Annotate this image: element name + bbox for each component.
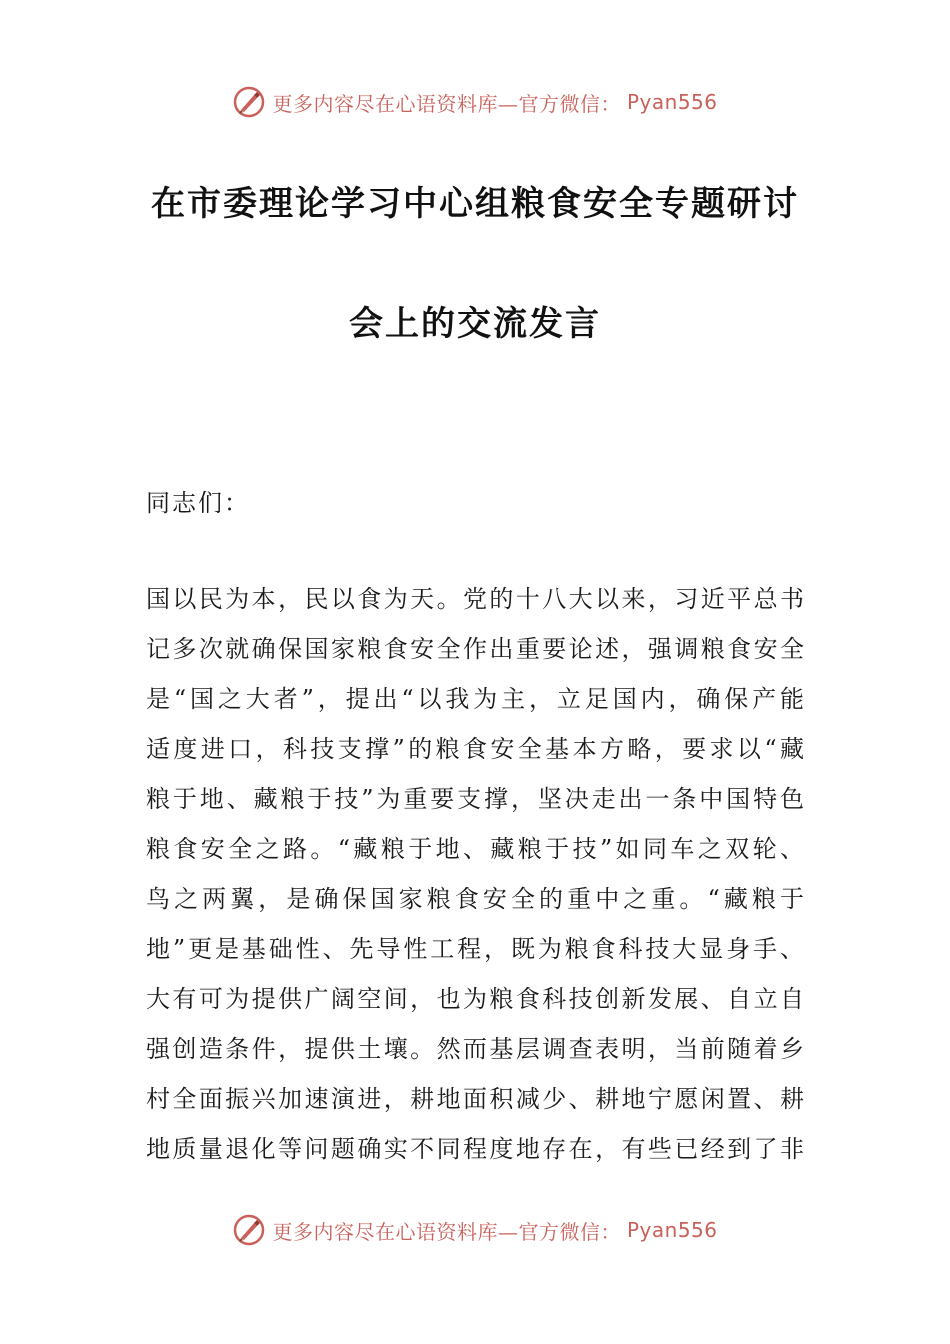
watermark-wechat-id: Pyan556: [626, 1218, 718, 1242]
body-line: 国以民为本，民以食为天。党的十八大以来，习近平总书: [146, 585, 804, 613]
body-line: 是“国之大者”，提出“以我为主，立足国内，确保产能: [146, 685, 804, 713]
body-line: 村全面振兴加速演进，耕地面积减少、耕地宁愿闲置、耕: [146, 1085, 804, 1113]
body-line: 地质量退化等问题确实不同程度地存在，有些已经到了非: [146, 1135, 804, 1163]
pen-logo-icon: [232, 85, 266, 119]
document-title-line-1: 在市委理论学习中心组粮食安全专题研讨: [151, 184, 799, 224]
watermark-text: 更多内容尽在心语资料库—官方微信：: [272, 91, 621, 116]
watermark-banner-top: [0, 82, 950, 122]
watermark-banner-bottom: [0, 1210, 950, 1250]
body-line: 大有可为提供广阔空间，也为粮食科技创新发展、自立自: [146, 985, 804, 1013]
pen-logo-icon: [232, 1213, 266, 1247]
salutation: 同志们：: [146, 489, 250, 517]
body-line: 强创造条件，提供土壤。然而基层调查表明，当前随着乡: [146, 1035, 804, 1063]
body-line: 鸟之两翼，是确保国家粮食安全的重中之重。“藏粮于: [146, 885, 804, 913]
body-line: 记多次就确保国家粮食安全作出重要论述，强调粮食安全: [146, 635, 804, 663]
body-line: 适度进口，科技支撑”的粮食安全基本方略，要求以“藏: [146, 735, 804, 763]
watermark-text: 更多内容尽在心语资料库—官方微信：: [272, 1219, 621, 1244]
watermark-wechat-id: Pyan556: [626, 90, 718, 114]
document-title-line-2: 会上的交流发言: [349, 304, 601, 344]
body-line: 粮食安全之路。“藏粮于地、藏粮于技”如同车之双轮、: [146, 835, 804, 863]
body-line: 地”更是基础性、先导性工程，既为粮食科技大显身手、: [146, 935, 804, 963]
body-line: 粮于地、藏粮于技”为重要支撑，坚决走出一条中国特色: [146, 785, 804, 813]
